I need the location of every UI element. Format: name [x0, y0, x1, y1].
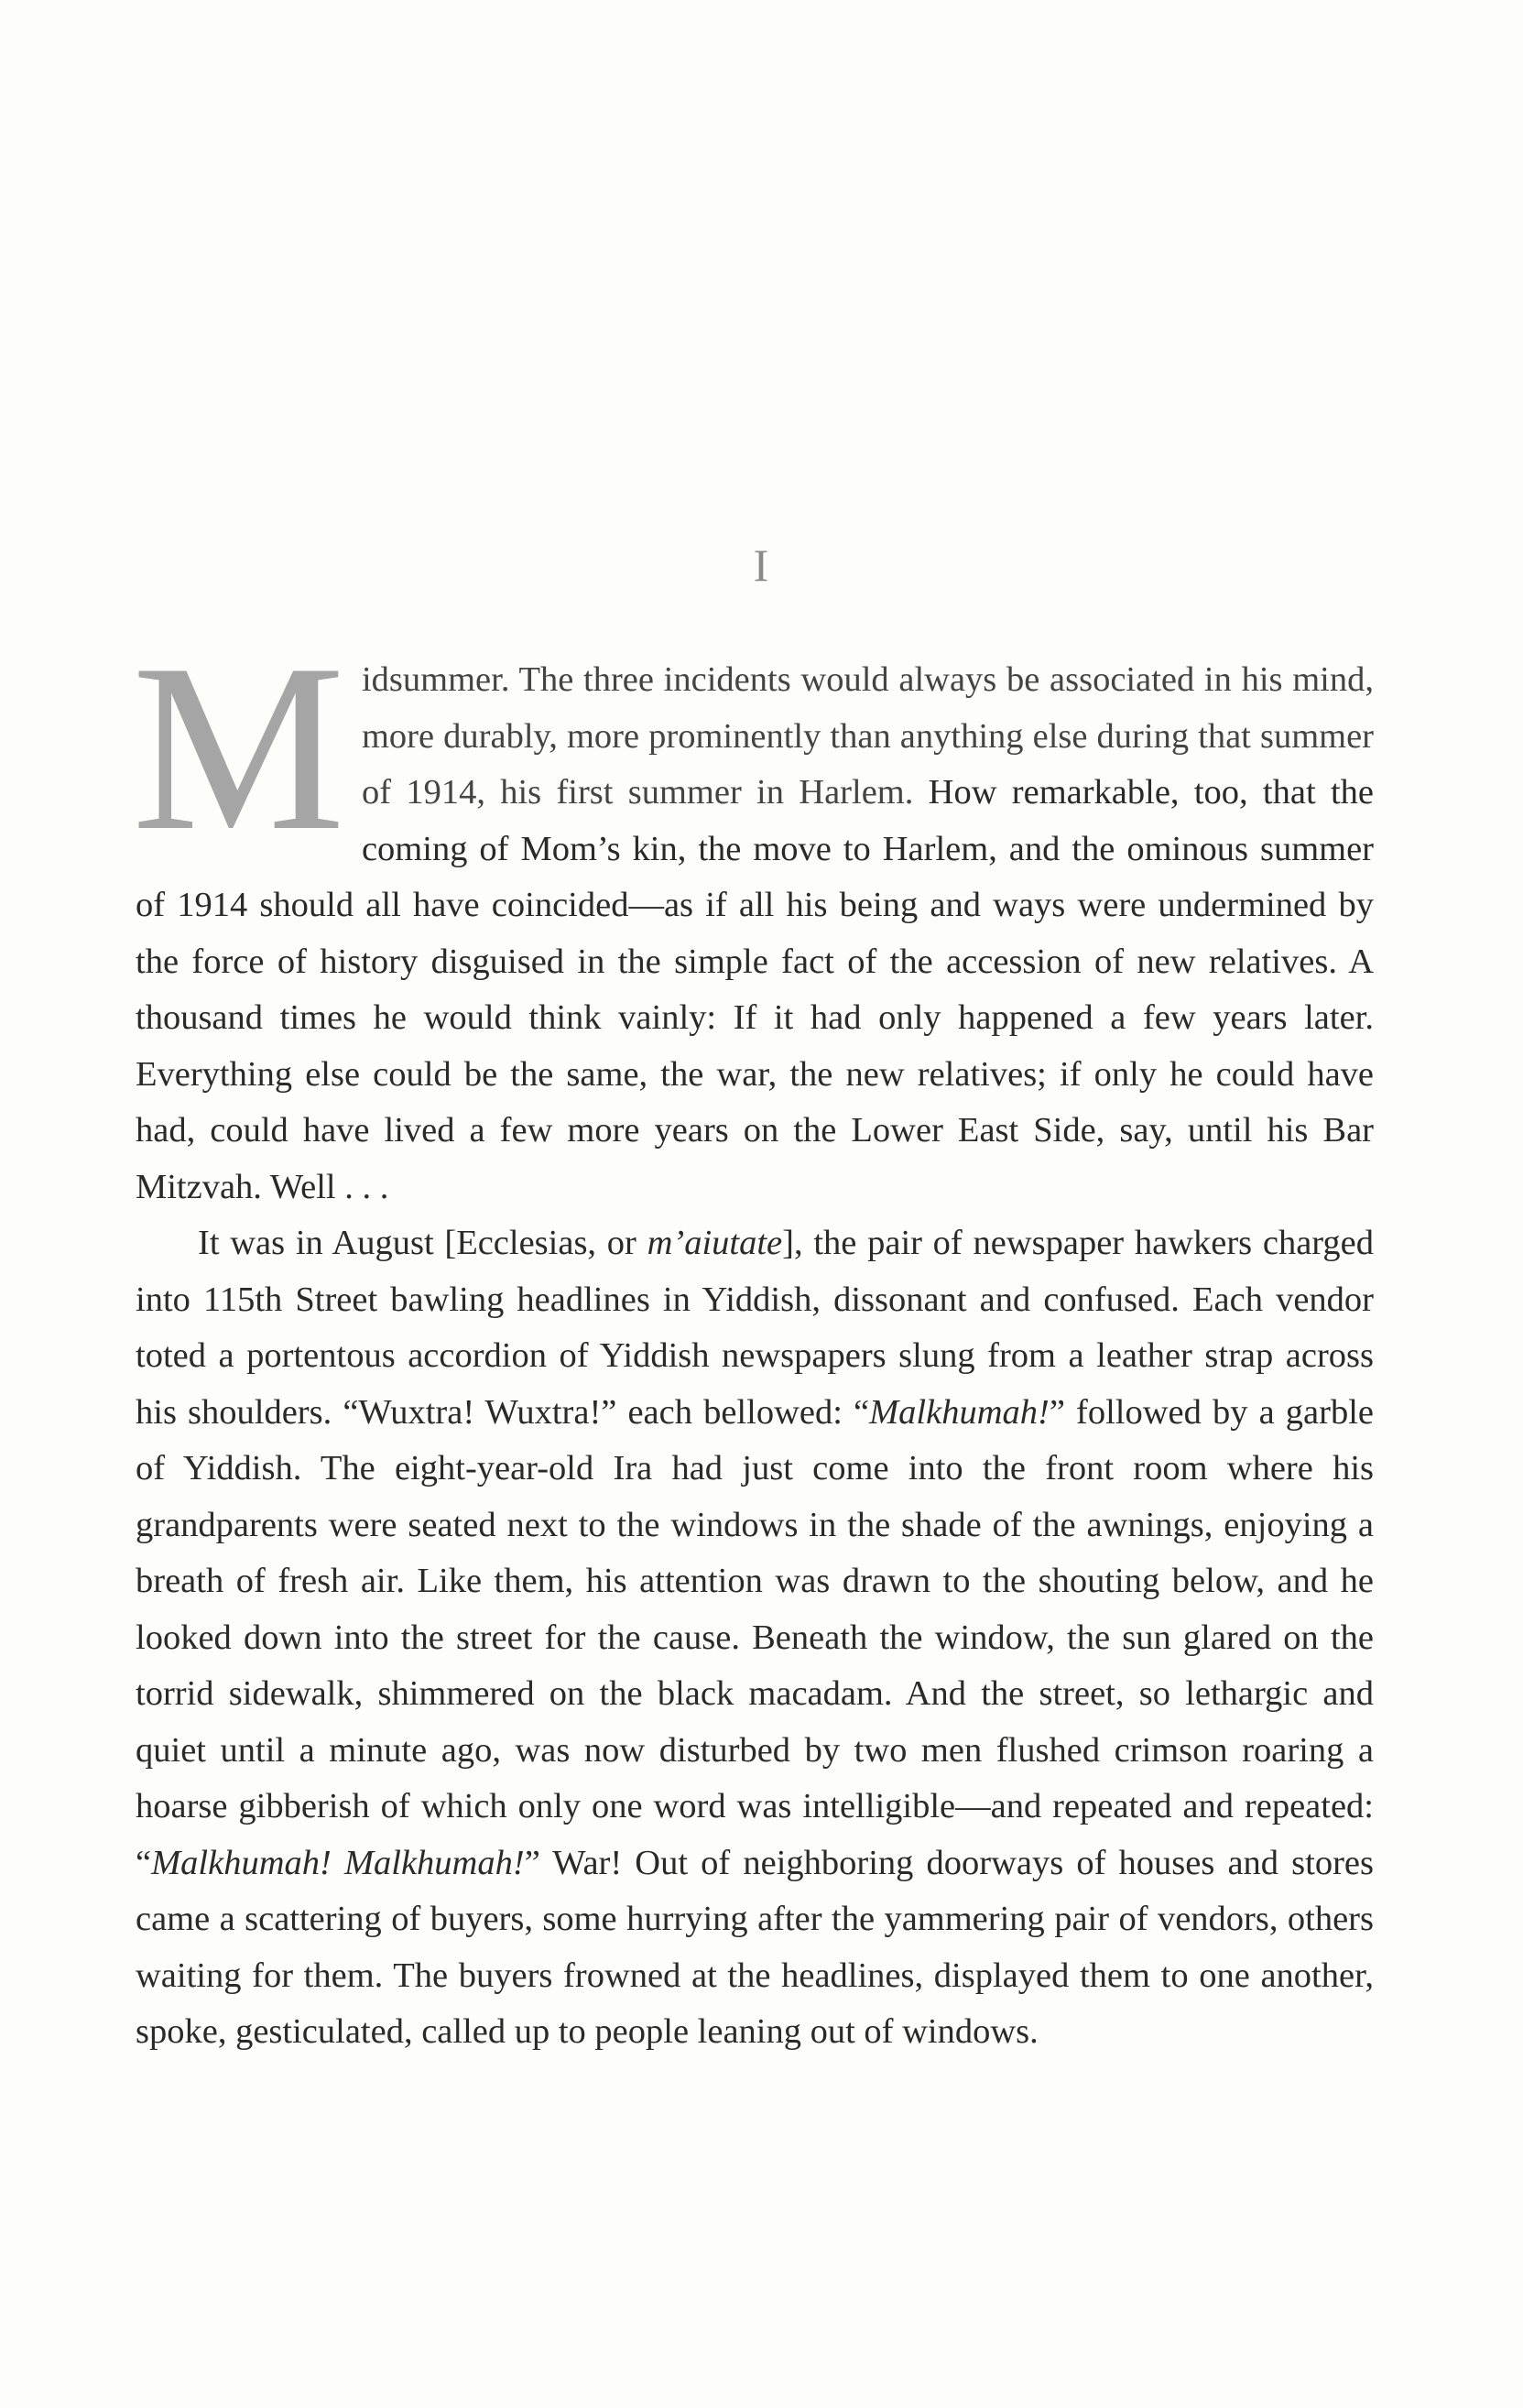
paragraph-august-text-3: ” followed by a garble of Yiddish. The eight-year-old Ira had just come into the front room where his grandparents were seated next to the windows in the shade of the awnings, enjoying a breath of fresh air. Like them, his attention was drawn to the shouting below, and he looked down into the street for the cause. Beneath the window, the sun glared on the torrid sidewalk, shimmered on the black macadam. And the street, so lethargic and quiet until a minute ago, was now disturbed by two men flushed crimson roaring a hoarse gibberish of which only one word was intelligible—and repeated and repeated: “ [136, 1392, 1374, 1882]
paragraph-opening-rest: How remarkable, too, that the coming of Mom’s kin, the move to Harlem, and the ominous summer of 1914 should all have coincided—as if all his being and ways were undermined by the force of history disguised in the simple fact of the accession of new relatives. A thousand times he would think vainly: If it had only happened a few years later. Everything else could be the same, the war, the new relatives; if only he could have had, could have lived a few more years on the Lower East Side, say, until his Bar Mitzvah. Well . . . [136, 773, 1374, 1206]
drop-cap: M [132, 615, 345, 880]
paragraph-august-italic-3: Malkhumah! Malkhumah! [151, 1843, 525, 1882]
paragraph-opening-lead: idsummer. The three incidents would always be associated in his mind, more durably, more prominently than anything else during that summer of 1914, his first summer in Harlem. [361, 660, 1374, 812]
paragraph-opening [132, 615, 1374, 1215]
paragraph-august-italic-2: Malkhumah! [869, 1392, 1050, 1432]
paragraph-august-italic-1: m’aiutate [647, 1224, 783, 1262]
body-text [132, 615, 1374, 2061]
paragraph-august-text-4: ” War! Out of neighboring doorways of houses and stores came a scattering of buyers, some hurrying after the yammering pair of vendors, others waiting for them. The buyers frowned at the headlines, displayed them to one another, spoke, gesticulated, called up to people leaning out of windows. [136, 1843, 1374, 2051]
chapter-number: I [753, 539, 770, 591]
paragraph-august-text-1: It was in August [Ecclesias, or [198, 1224, 647, 1262]
paragraph-august [136, 1215, 1374, 2061]
paragraph-august-text-2: ], the pair of newspaper hawkers charged into 115th Street bawling headlines in Yiddish, dissonant and confused. Each vendor toted a portentous accordion of Yiddish newspapers slung from a leather strap across his shoulders. “Wuxtra! Wuxtra!” each bellowed: “ [136, 1224, 1374, 1432]
